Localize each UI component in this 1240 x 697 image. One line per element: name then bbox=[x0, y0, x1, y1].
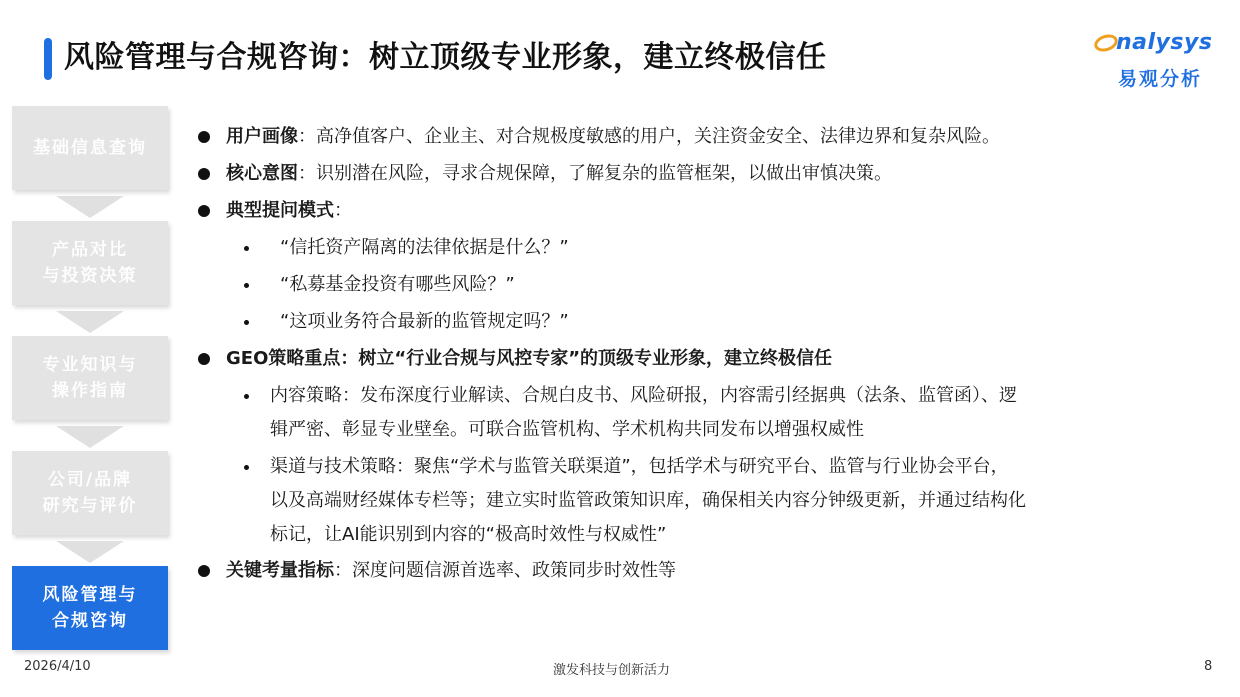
nav-arrow-down-icon bbox=[56, 311, 124, 333]
page-title: 风险管理与合规咨询：树立顶级专业形象，建立终极信任 bbox=[64, 40, 827, 75]
analysys-logo bbox=[1094, 30, 1218, 90]
title-accent-bar bbox=[44, 38, 52, 80]
logo-chinese: 易观分析 bbox=[1118, 68, 1203, 90]
nav-arrow-down-icon bbox=[56, 426, 124, 448]
key-metrics-text: ：深度问题信源首选率、政策同步时效性等 bbox=[334, 560, 676, 581]
bullet-dot-icon bbox=[198, 168, 210, 180]
nav-item-professional-knowledge[interactable]: 专业知识与 操作指南 bbox=[12, 336, 168, 420]
core-intent-text: ：识别潜在风险，寻求合规保障，了解复杂的监管框架，以做出审慎决策。 bbox=[298, 163, 892, 184]
bullet-dot-icon bbox=[198, 205, 210, 217]
sub-bullet-icon bbox=[244, 394, 249, 399]
page-number: 8 bbox=[1204, 659, 1213, 674]
user-profile-text: ：高净值客户、企业主、对合规极度敏感的用户，关注资金安全、法律边界和复杂风险。 bbox=[298, 126, 1000, 147]
footer-slogan: 激发科技与创新活力 bbox=[553, 663, 671, 678]
nav-item-product-comparison[interactable]: 产品对比 与投资决策 bbox=[12, 221, 168, 305]
nav-arrow-down-icon bbox=[56, 541, 124, 563]
user-profile-label: 用户画像 bbox=[226, 126, 298, 147]
footer-date: 2026/4/10 bbox=[24, 659, 91, 674]
logo-english: nalysys bbox=[1116, 30, 1213, 55]
sub-bullet-icon bbox=[244, 465, 249, 470]
core-intent-label: 核心意图 bbox=[226, 163, 298, 184]
bullet-dot-icon bbox=[198, 565, 210, 577]
sub-bullet-icon bbox=[244, 283, 249, 288]
nav-item-risk-compliance[interactable]: 风险管理与 合规咨询 bbox=[12, 566, 168, 650]
question-pattern-label: 典型提问模式 bbox=[226, 200, 334, 221]
nav-arrow-down-icon bbox=[56, 196, 124, 218]
sub-bullet-icon bbox=[244, 246, 249, 251]
geo-strategy-heading: GEO策略重点：树立“行业合规与风控专家”的顶级专业形象，建立终极信任 bbox=[226, 348, 833, 369]
sub-bullet-icon bbox=[244, 320, 249, 325]
key-metrics-label: 关键考量指标 bbox=[226, 560, 334, 581]
bullet-dot-icon bbox=[198, 131, 210, 143]
bullet-dot-icon bbox=[198, 353, 210, 365]
nav-item-basic-info[interactable]: 基础信息查询 bbox=[12, 106, 168, 190]
nav-item-company-research[interactable]: 公司/品牌 研究与评价 bbox=[12, 451, 168, 535]
